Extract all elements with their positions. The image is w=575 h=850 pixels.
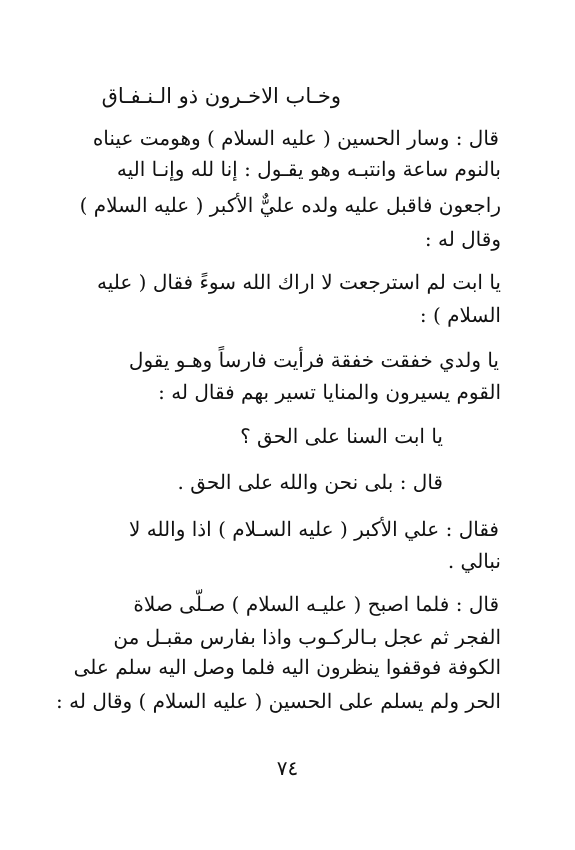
text-line-12: فقال : علي الأكبر ( عليه السـلام ) اذا والله لا <box>128 517 499 541</box>
text-line-6: يا ابت لم استرجعت لا اراك الله سوءً فقال ( عليه <box>96 270 501 294</box>
text-line-15: الفجر ثم عجل بـالركـوب واذا بفارس مقبـل من <box>113 625 501 649</box>
text-line-11: قال : بلى نحن والله على الحق . <box>177 470 443 494</box>
text-line-16: الكوفة فوقفوا ينظرون اليه فلما وصل اليه سلم على <box>73 655 501 679</box>
text-line-1: وخـاب الاخـرون ذو الـنـفـاق <box>101 84 341 108</box>
text-line-7: السلام ) : <box>419 303 501 327</box>
text-line-13: نبالي . <box>447 549 501 573</box>
text-line-2: قال : وسار الحسين ( عليه السلام ) وهومت عيناه <box>92 126 499 150</box>
text-line-3: بالنوم ساعة وانتبـه وهو يقـول : إنا لله وإنـا اليه <box>116 157 501 181</box>
text-line-5: وقال له : <box>424 227 501 251</box>
text-line-9: القوم يسيرون والمنايا تسير بهم فقال له : <box>158 380 501 404</box>
page-number: ٧٤ <box>276 756 299 780</box>
text-line-10: يا ابت السنا على الحق ؟ <box>240 424 443 448</box>
text-line-17: الحر ولم يسلم على الحسين ( عليه السلام ) وقال له : <box>56 689 501 713</box>
text-line-14: قال : فلما اصبح ( عليـه السلام ) صـلّى صلاة <box>133 592 499 616</box>
text-line-8: يا ولدي خفقت خفقة فرأيت فارساً وهـو يقول <box>128 348 499 372</box>
text-line-4: راجعون فاقبل عليه ولده عليٌّ الأكبر ( عليه السلام ) <box>79 193 501 217</box>
